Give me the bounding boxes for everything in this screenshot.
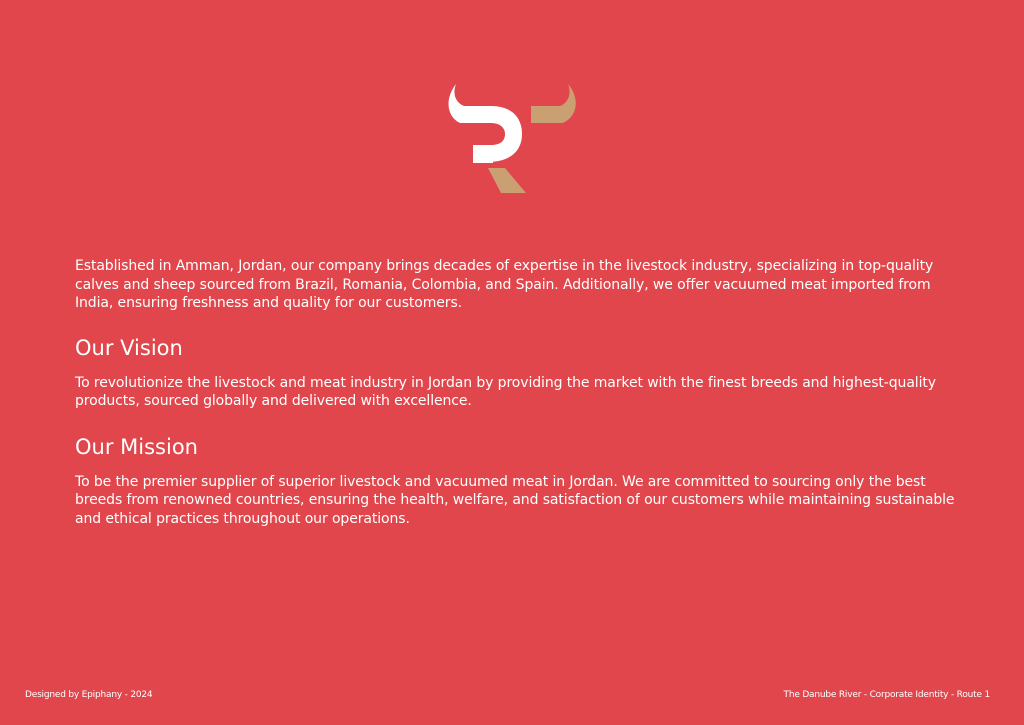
bull-horns-r-logo-icon — [444, 82, 580, 194]
vision-heading: Our Vision — [75, 335, 183, 360]
footer-credit: Designed by Epiphany - 2024 — [25, 690, 153, 700]
logo-gold-leg — [488, 168, 526, 193]
intro-paragraph: Established in Amman, Jordan, our company brings decades of expertise in the livestock industry, specializing in top-quality calves and sheep sourced from Brazil, Romania, Colombia, and Spain. Additionally, we offer vacuumed meat imported from India, ensuring freshness and quality for our customers. — [75, 258, 934, 311]
content — [75, 257, 955, 528]
logo-white-stem — [473, 148, 493, 163]
mission-heading: Our Mission — [75, 434, 198, 459]
footer-document-title: The Danube River - Corporate Identity - Route 1 — [783, 690, 990, 700]
logo-gold-horn — [531, 84, 576, 123]
mission-paragraph: To be the premier supplier of superior livestock and vacuumed meat in Jordan. We are committed to sourcing only the best breeds from renowned countries, ensuring the health, welfare, and satisfaction of our customers while maintaining sustainable and ethical practices throughout our operations. — [75, 473, 955, 527]
vision-paragraph: To revolutionize the livestock and meat industry in Jordan by providing the market with the finest breeds and highest-quality products, sourced globally and delivered with excellence. — [75, 374, 936, 409]
